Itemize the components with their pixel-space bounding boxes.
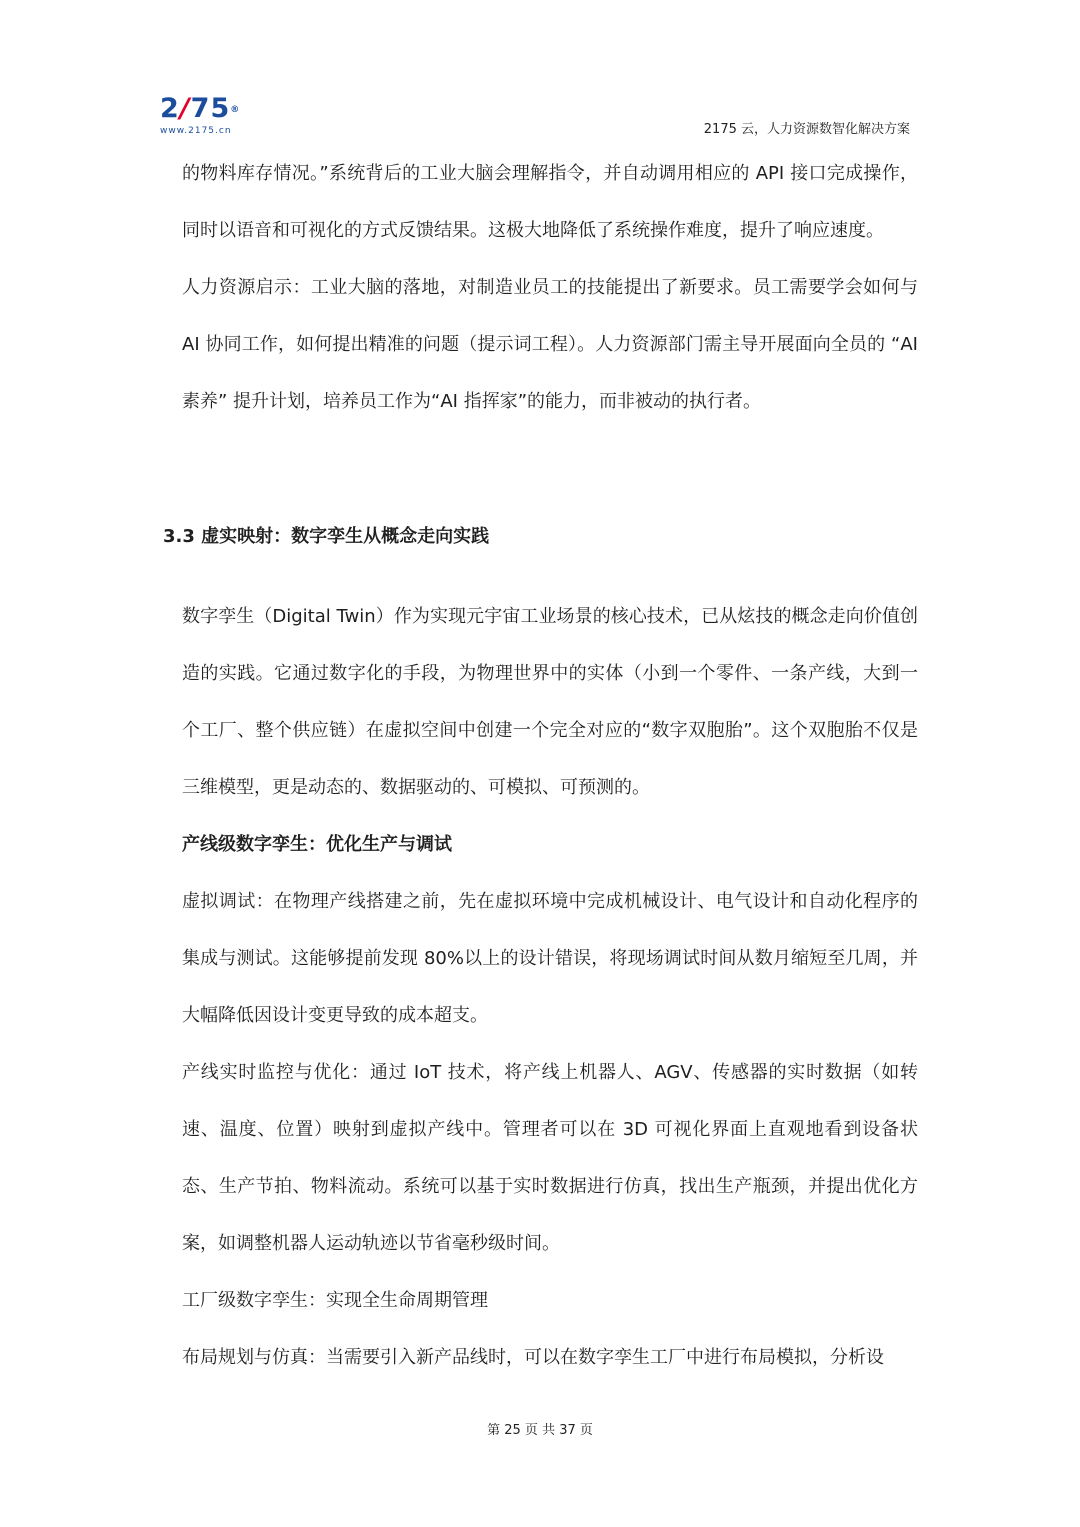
page-number: 第 25 页 共 37 页 [487, 1423, 593, 1438]
paragraph-virtual-commissioning: 虚拟调试：在物理产线搭建之前，先在虚拟环境中完成机械设计、电气设计和自动化程序的集成与测试。这能够提前发现 80%以上的设计错误，将现场调试时间从数月缩短至几周，并大幅降低因设计变更导致的成本超支。 [182, 891, 918, 1026]
logo-url: www.2175.cn [160, 126, 232, 136]
section-heading-3-3: 3.3 虚实映射：数字孪生从概念走向实践 [163, 526, 490, 547]
subheading-factory-level-twin: 工厂级数字孪生：实现全生命周期管理 [182, 1290, 488, 1311]
page-body [182, 145, 918, 430]
document-header-title: 2175 云，人力资源数智化解决方案 [703, 122, 910, 137]
paragraph-layout-planning: 布局规划与仿真：当需要引入新产品线时，可以在数字孪生工厂中进行布局模拟，分析设 [182, 1347, 884, 1368]
paragraph-line-monitoring: 产线实时监控与优化：通过 IoT 技术，将产线上机器人、AGV、传感器的实时数据（如转速、温度、位置）映射到虚拟产线中。管理者可以在 3D 可视化界面上直观地看到设备状态、生产节拍、物料流动。系统可以基于实时数据进行仿真，找出生产瓶颈，并提出优化方案，如调整机器人运动轨迹以节省毫秒级时间。 [182, 1062, 918, 1254]
paragraph-industrial-brain: 的物料库存情况。”系统背后的工业大脑会理解指令，并自动调用相应的 API 接口完成操作，同时以语音和可视化的方式反馈结果。这极大地降低了系统操作难度，提升了响应速度。 [182, 163, 918, 241]
page-body-section [182, 588, 918, 1386]
paragraph-hr-insight: 人力资源启示：工业大脑的落地，对制造业员工的技能提出了新要求。员工需要学会如何与 AI 协同工作，如何提出精准的问题（提示词工程）。人力资源部门需主导开展面向全员的 “AI 素养” 提升计划，培养员工作为“AI 指挥家”的能力，而非被动的执行者。 [182, 277, 918, 412]
paragraph-digital-twin-intro: 数字孪生（Digital Twin）作为实现元宇宙工业场景的核心技术，已从炫技的概念走向价值创造的实践。它通过数字化的手段，为物理世界中的实体（小到一个零件、一条产线，大到一个工厂、整个供应链）在虚拟空间中创建一个完全对应的“数字双胞胎”。这个双胞胎不仅是三维模型，更是动态的、数据驱动的、可模拟、可预测的。 [182, 606, 918, 798]
logo-mark: 2/75® [160, 93, 241, 124]
company-logo [160, 94, 280, 138]
subheading-line-level-twin: 产线级数字孪生：优化生产与调试 [182, 834, 452, 855]
